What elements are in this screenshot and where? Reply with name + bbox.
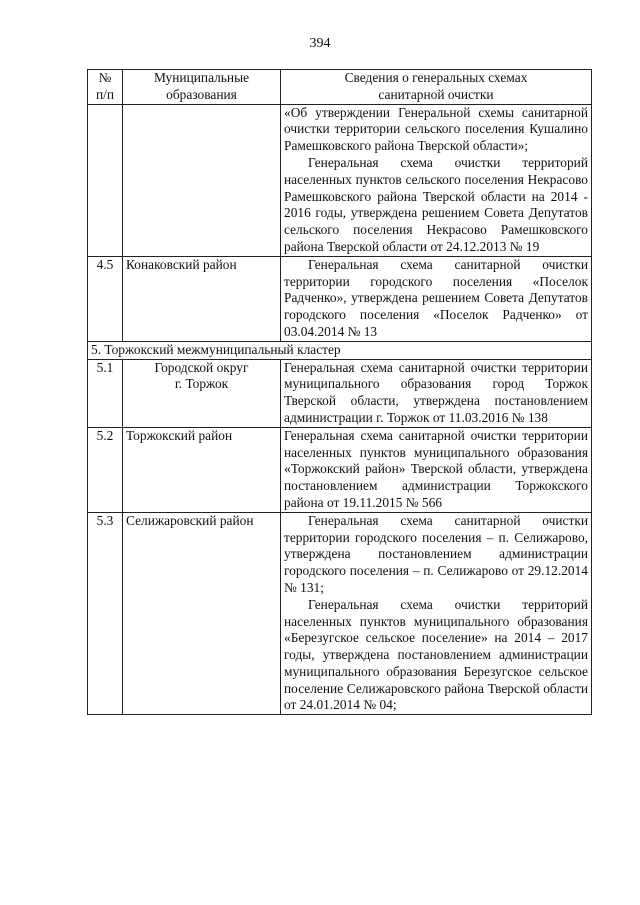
sanitation-schemes-table (87, 69, 592, 715)
row-info (281, 104, 592, 256)
header-num: № п/п (88, 70, 123, 105)
row-num: 5.2 (88, 427, 123, 512)
table-header-row (88, 70, 592, 105)
row-municipality: Конаковский район (123, 256, 281, 341)
header-info: Сведения о генеральных схемах санитарной очистки (281, 70, 592, 105)
info-paragraph: Генеральная схема очистки территорий населенных пунктов сельского поселения Некрасово Рамешковского района Тверской области на 2014 - 2016 годы, утверждена решением Совета Депутатов сельского поселения Некрасово Рамешковского района Тверской области от 24.12.2013 № 19 (284, 154, 588, 254)
info-paragraph: Генеральная схема санитарной очистки территории городского поселения «Поселок Радченко», утверждена решением Совета Депутатов городского поселения «Поселок Радченко» от 03.04.2014 № 13 (284, 256, 588, 339)
row-municipality (123, 104, 281, 256)
row-municipality: Селижаровский район (123, 512, 281, 715)
row-municipality: Городской округ г. Торжок (123, 359, 281, 427)
row-info (281, 427, 592, 512)
info-paragraph: «Об утверждении Генеральной схемы санитарной очистки территории сельского поселения Кушалино Рамешковского района Тверской области»; (284, 104, 588, 154)
row-info (281, 512, 592, 715)
info-paragraph: Генеральная схема санитарной очистки территории городского поселения – п. Селижарово, утверждена постановлением администрации городского поселения – п. Селижарово от 29.12.2014 № 131; (284, 512, 588, 595)
header-municipality: Муниципальные образования (123, 70, 281, 105)
row-num: 5.3 (88, 512, 123, 715)
row-num: 4.5 (88, 256, 123, 341)
row-num: 5.1 (88, 359, 123, 427)
row-num (88, 104, 123, 256)
cluster-heading: 5. Торжокский межмуниципальный кластер (88, 341, 592, 359)
table-row (88, 427, 592, 512)
info-paragraph: Генеральная схема очистки территорий населенных пунктов муниципального образования «Березугское сельское поселение» на 2014 – 2017 годы, утверждена постановлением администрации муниципального образования Березугское сельское поселение Селижаровского района Тверской области от 24.01.2014 № 04; (284, 596, 588, 713)
info-paragraph: Генеральная схема санитарной очистки территории населенных пунктов муниципального образования «Торжокский район» Тверской области, утверждена постановлением администрации Торжокского района от 19.11.2015 № 566 (284, 427, 588, 510)
row-info (281, 359, 592, 427)
table-row (88, 104, 592, 256)
table-row (88, 256, 592, 341)
page-number: 394 (309, 36, 331, 51)
table-row (88, 512, 592, 715)
table-row (88, 359, 592, 427)
cluster-row (88, 341, 592, 359)
row-municipality: Торжокский район (123, 427, 281, 512)
row-info (281, 256, 592, 341)
info-paragraph: Генеральная схема санитарной очистки территории муниципального образования город Торжок Тверской области, утверждена постановлением администрации г. Торжок от 11.03.2016 № 138 (284, 359, 588, 425)
